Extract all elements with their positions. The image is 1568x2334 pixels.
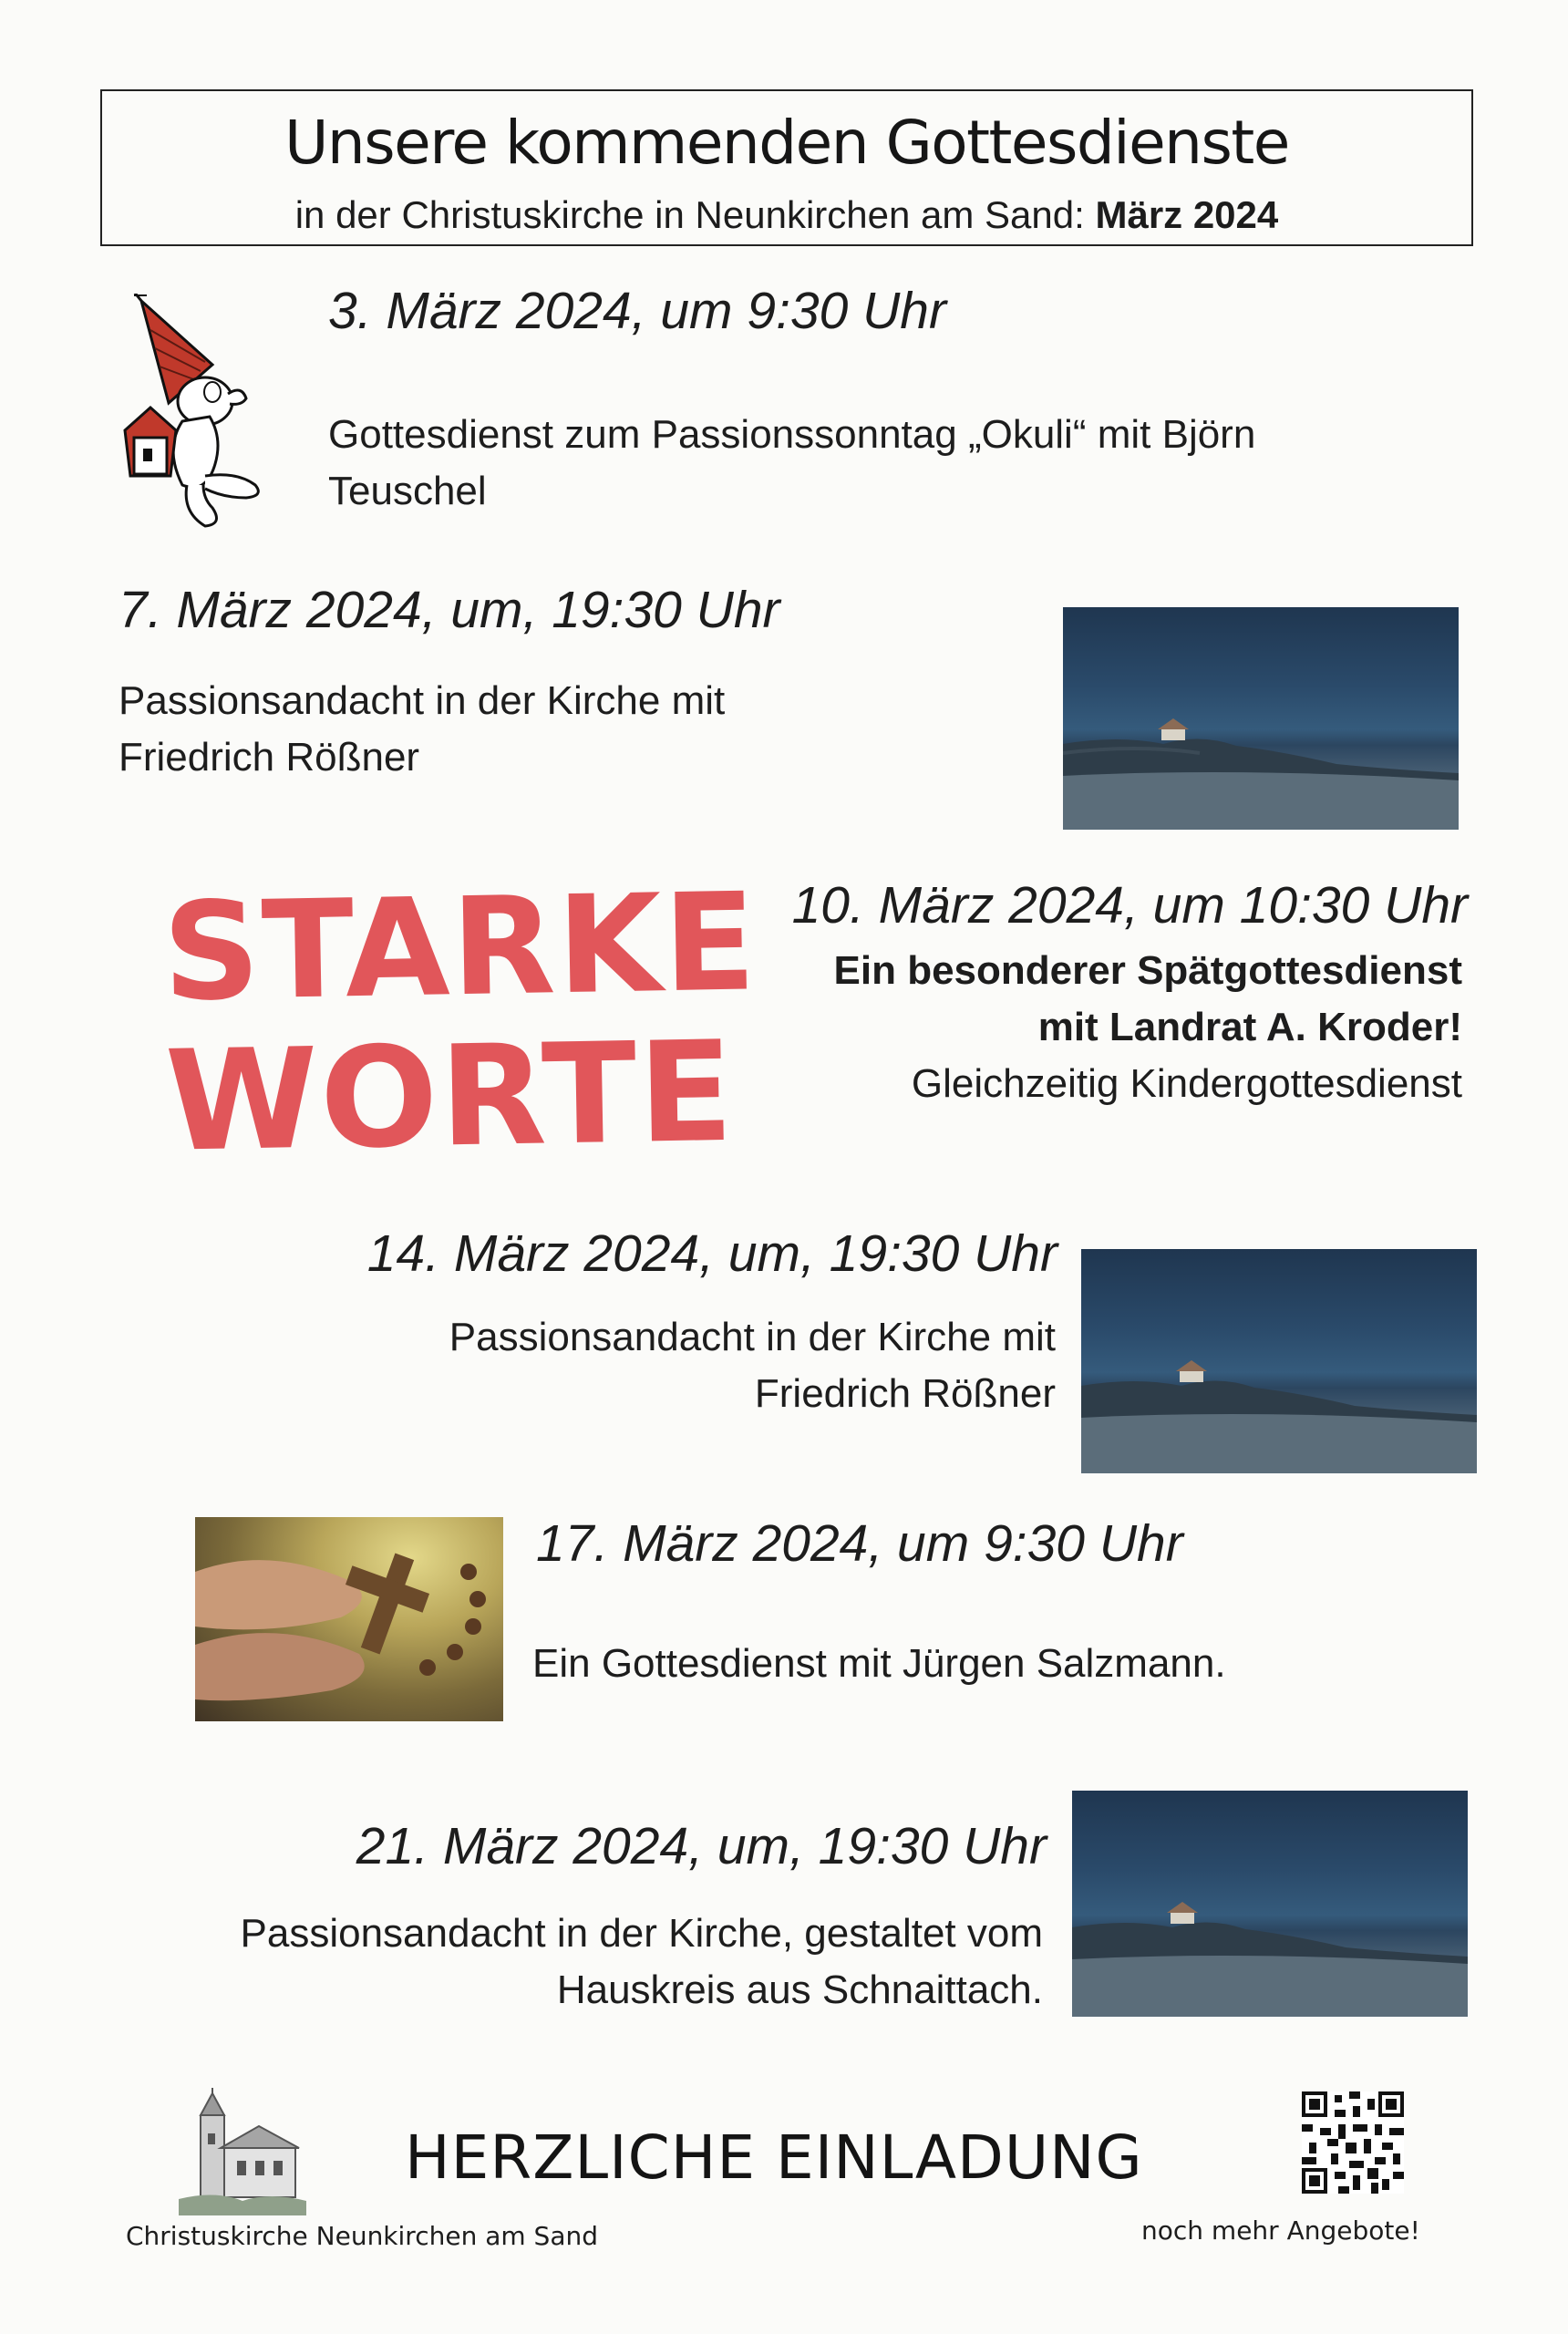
event-1-line-2: Teuschel: [328, 469, 487, 513]
logo-line-starke: STARKE: [161, 863, 759, 1031]
header-box: [100, 89, 1473, 246]
event-5-description: [532, 1636, 1444, 1692]
subtitle-location: in der Christuskirche in Neunkirchen am Sand:: [294, 193, 1085, 236]
event-4-line-2: Friedrich Rößner: [754, 1371, 1056, 1416]
event-6-line-2: Hauskreis aus Schnaittach.: [556, 1967, 1043, 2012]
event-6-description: [91, 1905, 1043, 2019]
page-subtitle: [102, 193, 1471, 237]
rosary-cross-photo: [195, 1517, 503, 1721]
event-2-description: [119, 673, 1030, 786]
event-3-description: [638, 943, 1462, 1112]
gnome-mascot-illustration: [114, 294, 278, 531]
event-3-line-2: mit Landrat A. Kroder!: [1037, 1005, 1462, 1049]
event-2-line-2: Friedrich Rößner: [119, 735, 420, 780]
coast-house-photo: [1072, 1791, 1468, 2017]
starke-worte-logo: [161, 863, 759, 1182]
event-6-line-1: Passionsandacht in der Kirche, gestaltet vom: [240, 1911, 1043, 1956]
event-6-date: 21. März 2024, um, 19:30 Uhr: [356, 1817, 1047, 1875]
church-caption: Christuskirche Neunkirchen am Sand: [126, 2221, 598, 2251]
page-title: Unsere kommenden Gottesdienste: [284, 108, 1289, 178]
event-2-line-1: Passionsandacht in der Kirche mit: [119, 678, 726, 723]
logo-line-worte: WORTE: [163, 1010, 737, 1182]
event-1-line-1: Gottesdienst zum Passionssonntag „Okuli“ mit Björn: [328, 412, 1256, 457]
church-illustration: [179, 2088, 306, 2215]
qr-caption: noch mehr Angebote!: [1141, 2215, 1420, 2246]
event-5-line-1: Ein Gottesdienst mit Jürgen Salzmann.: [532, 1641, 1226, 1686]
event-4-date: 14. März 2024, um, 19:30 Uhr: [366, 1224, 1057, 1283]
event-3-line-1: Ein besonderer Spätgottesdienst: [833, 948, 1462, 993]
event-4-description: [182, 1309, 1056, 1422]
event-4-line-1: Passionsandacht in der Kirche mit: [449, 1315, 1056, 1359]
event-3-line-3: Gleichzeitig Kindergottesdienst: [911, 1061, 1462, 1106]
event-2-date: 7. März 2024, um, 19:30 Uhr: [119, 581, 780, 639]
subtitle-month: März 2024: [1095, 193, 1279, 236]
coast-house-photo: [1063, 607, 1459, 830]
event-5-date: 17. März 2024, um 9:30 Uhr: [536, 1514, 1183, 1573]
event-1-date: 3. März 2024, um 9:30 Uhr: [328, 282, 946, 340]
invitation-heading: HERZLICHE EINLADUNG: [405, 2122, 1143, 2193]
qr-code[interactable]: [1302, 2091, 1404, 2194]
event-3-date: 10. März 2024, um 10:30 Uhr: [791, 876, 1468, 935]
event-1-description: [328, 407, 1477, 520]
coast-house-photo: [1081, 1249, 1477, 1473]
